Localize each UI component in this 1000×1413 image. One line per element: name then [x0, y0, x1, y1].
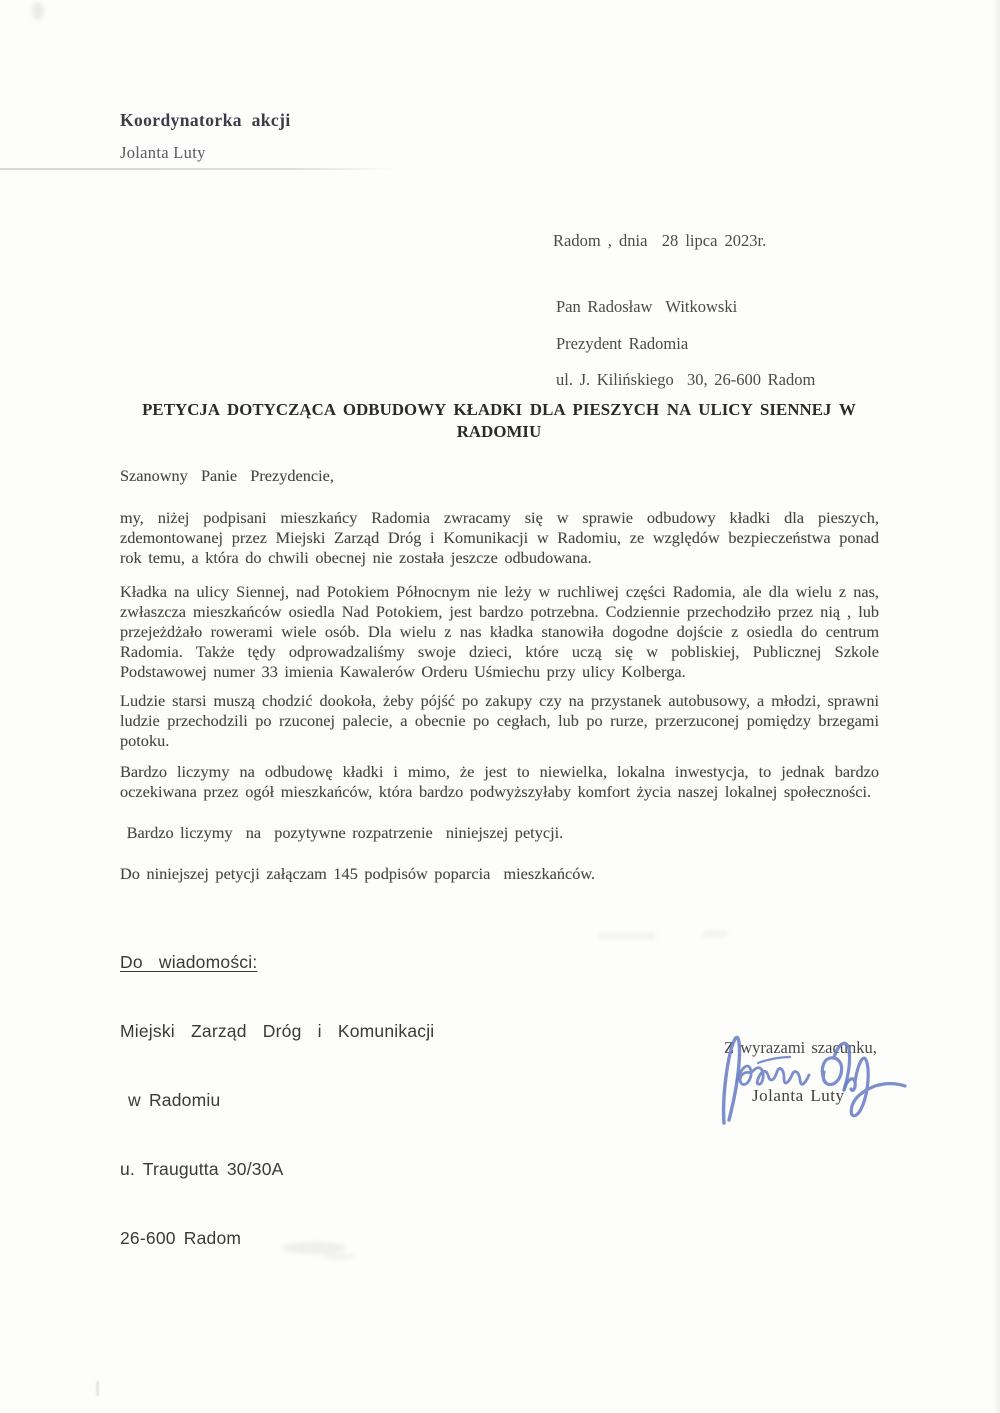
- recipient-block: [556, 297, 815, 407]
- recipient-name: Pan Radosław Witkowski: [556, 297, 738, 316]
- cc-line-organization: Miejski Zarząd Dróg i Komunikacji: [120, 1021, 435, 1041]
- scan-smudge: [702, 931, 728, 937]
- petition-title-line1: PETYCJA DOTYCZĄCA ODBUDOWY KŁADKI DLA PIESZYCH NA ULICY SIENNEJ W: [142, 400, 856, 419]
- cc-line-city: w Radomiu: [120, 1090, 221, 1110]
- cc-heading: Do wiadomości:: [120, 952, 258, 972]
- petition-title: [118, 399, 880, 443]
- paragraph-residents-hardship: Ludzie starsi muszą chodzić dookoła, żeby pójść po zakupy czy na przystanek autobusowy, a młodzi, sprawni ludzie przechodzili po rzuconej palecie, a obecnie po cegłach, lub po rurze, przerzuconej pomiędzy brzegami potoku.: [120, 691, 886, 750]
- cc-block: [120, 905, 434, 1296]
- recipient-title: Prezydent Radomia: [556, 333, 689, 353]
- dateline: Radom , dnia 28 lipca 2023r.: [553, 231, 767, 250]
- paragraph-positive-consideration: Bardzo liczymy na pozytywne rozpatrzenie niniejszej petycji.: [120, 823, 564, 842]
- paragraph-intro: my, niżej podpisani mieszkańcy Radomia zwracamy się w sprawie odbudowy kładki dla pieszych, zdemontowanej przez Miejski Zarząd Dróg i Komunikacji w Radomiu, ze względów bezpieczeństwa ponad rok temu, a która do chwili obecnej nie została jeszcze odbudowana.: [120, 508, 886, 567]
- salutation: Szanowny Panie Prezydencie,: [120, 466, 334, 485]
- scan-smudge: [96, 1381, 99, 1396]
- scan-smudge: [598, 933, 656, 939]
- paragraph-investment-appeal: Bardzo liczymy na odbudowę kładki i mimo, że jest to niewielka, lokalna inwestycja, to jednak bardzo oczekiwana przez ogół mieszkańców, która bardzo podwyższyłaby komfort życia naszej lokalnej społeczności.: [120, 762, 886, 801]
- paragraph-signatures-attached: Do niniejszej petycji załączam 145 podpisów poparcia mieszkańców.: [120, 864, 596, 883]
- signer-name: Jolanta Luty: [752, 1086, 845, 1105]
- paragraph-bridge-description: Kładka na ulicy Siennej, nad Potokiem Północnym nie leży w ruchliwej części Radomia, ale dla wielu z nas, zwłaszcza mieszkańców osiedla Nad Potokiem, jest bardzo potrzebna. Codziennie przechodziło przez nią , lub przejeżdżało rowerami wiele osób. Dla wielu z nas kładka stanowiła dogodne dojście z osiedla do centrum Radomia. Także tędy odprowadzaliśmy swoje dzieci, które uczą się w pobliskiej, Publicznej Szkole Podstawowej numer 33 imienia Kawalerów Orderu Uśmiechu przy ulicy Kolberga.: [120, 582, 886, 681]
- scan-smudge: [32, 2, 44, 20]
- recipient-address: ul. J. Kilińskiego 30, 26-600 Radom: [556, 370, 816, 389]
- header-divider-line: [0, 168, 400, 170]
- coordinator-block: [120, 110, 291, 163]
- closing-phrase: Z wyrazami szacunku,: [724, 1038, 877, 1057]
- coordinator-role: Koordynatorka akcji: [120, 110, 291, 130]
- coordinator-name: Jolanta Luty: [120, 143, 206, 162]
- handwritten-signature-ink: [708, 1026, 908, 1131]
- cc-line-postal: 26-600 Radom: [120, 1228, 242, 1248]
- cc-line-street: u. Traugutta 30/30A: [120, 1159, 284, 1179]
- scan-edge-shadow: [993, 0, 1000, 1413]
- petition-title-line2: RADOMIU: [456, 422, 542, 441]
